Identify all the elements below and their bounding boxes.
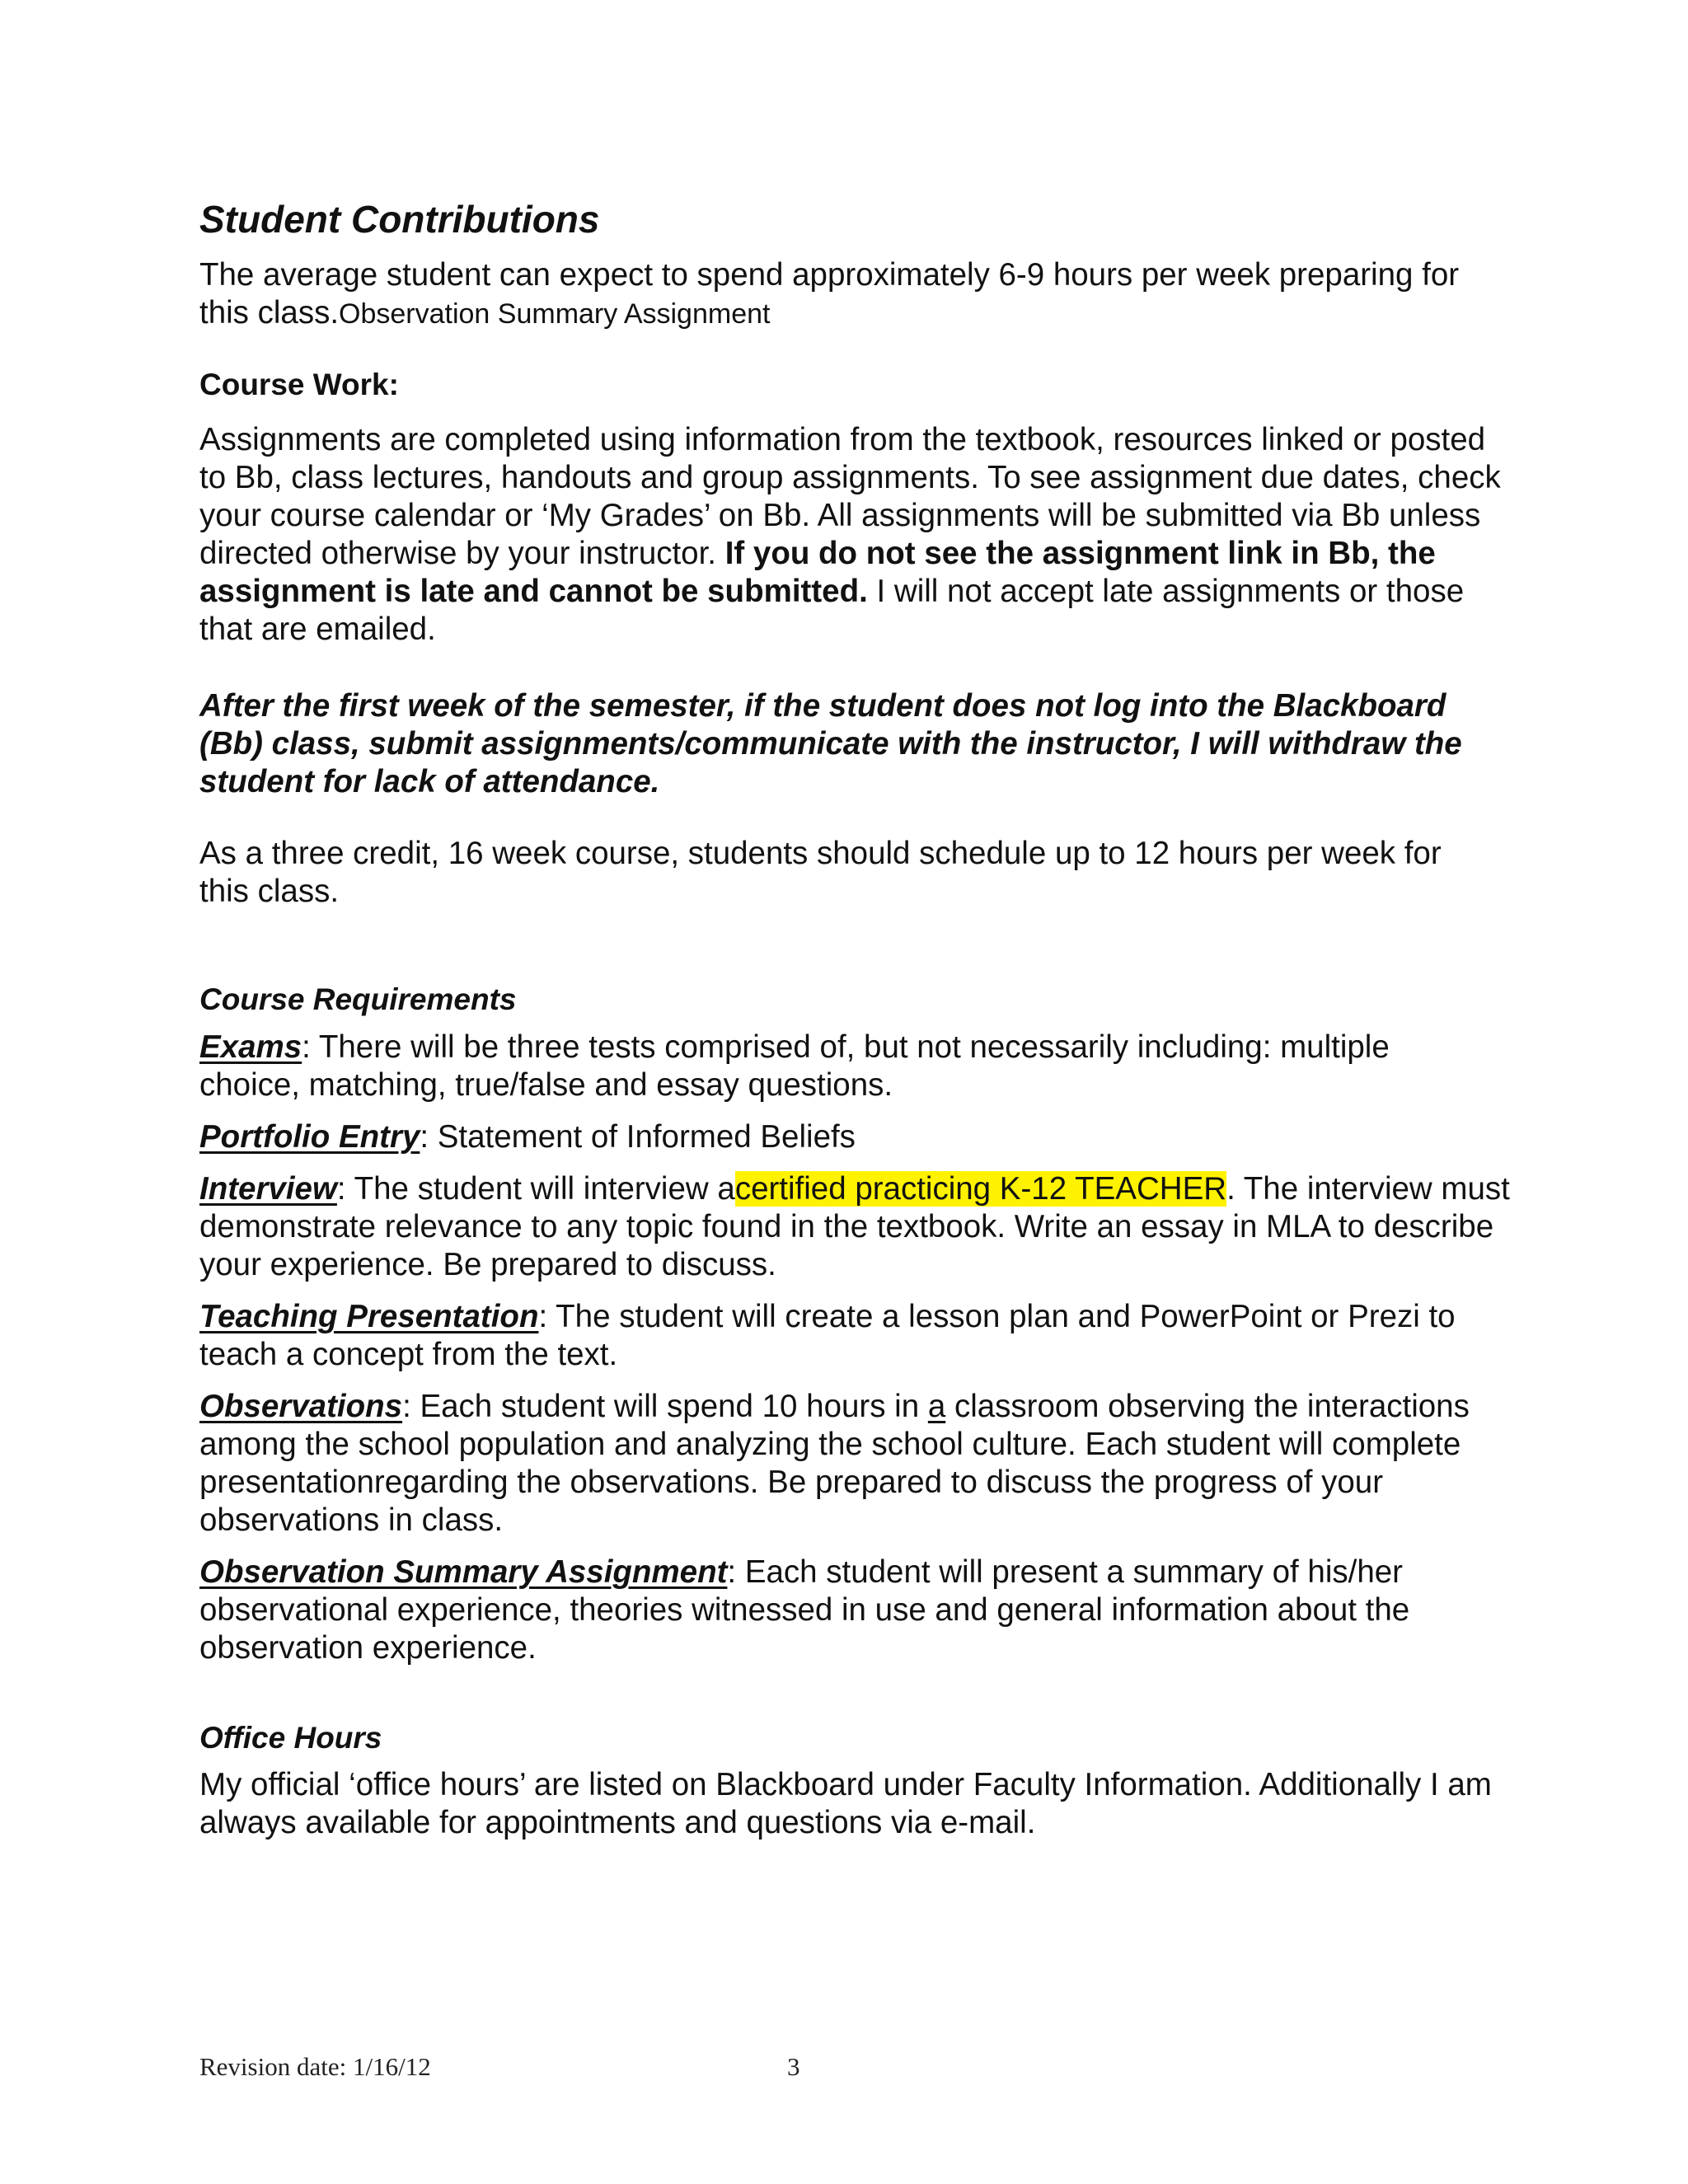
term-portfolio-entry: Portfolio Entry (199, 1119, 420, 1155)
course-work-tail: I will not accept late assignments or those that are emailed. (199, 574, 1465, 647)
portfolio-text: : Statement of Informed Beliefs (420, 1119, 856, 1155)
heading-course-work: Course Work: (199, 368, 399, 401)
observations-text-after: classroom observing the interactions among the school population and analyzing the school culture. Each student will complete presentationregarding the observations. Be prepared to discuss the progress of your observations in class. (199, 1389, 1470, 1538)
footer-revision-date: Revision date: 1/16/12 (199, 2052, 431, 2081)
course-work-text: Assignments are completed using information from the textbook, resources linked or posted to Bb, class lectures, handouts and group assignments. To see assignment due dates, check your course calendar or ‘My Grades’ on Bb. All assignments will be submitted via Bb unless directed otherwise by your instructor. (199, 422, 1501, 571)
requirement-interview (199, 1170, 1510, 1284)
term-interview: Interview (199, 1171, 337, 1207)
term-teaching-presentation: Teaching Presentation (199, 1299, 539, 1334)
requirement-portfolio (199, 1118, 1502, 1156)
observation-summary-text: : Each student will present a summary of his/her observational experience, theories witnessed in use and general information about the observation experience. (199, 1554, 1410, 1666)
requirement-observation-summary (199, 1554, 1485, 1667)
term-observations: Observations (199, 1389, 403, 1424)
interview-text-before: : The student will interview a (336, 1171, 735, 1207)
attendance-notice: After the first week of the semester, if the student does not log into the Blackboard (Bb) class, submit assignments/communicate with the instructor, I will withdraw the student for lack of attendance. (199, 688, 1462, 799)
interview-text-after: . The interview must demonstrate relevance to any topic found in the textbook. Write an essay in MLA to describe your experience. Be prepared to discuss. (199, 1171, 1510, 1282)
heading-office-hours: Office Hours (199, 1721, 382, 1755)
office-hours-paragraph: My official ‘office hours’ are listed on Blackboard under Faculty Information. Additionally I am always available for appointments and questions via e-mail. (199, 1767, 1492, 1840)
footer-page-number: 3 (787, 2052, 800, 2081)
requirement-observations (199, 1388, 1485, 1540)
teaching-presentation-text: : The student will create a lesson plan and PowerPoint or Prezi to teach a concept from the text. (199, 1299, 1456, 1372)
interview-highlight: certified practicing K-12 TEACHER (734, 1171, 1227, 1207)
exams-text: : There will be three tests comprised of, but not necessarily including: multiple choice, matching, true/false and essay questions. (199, 1029, 1390, 1103)
observations-underlined: a (927, 1389, 946, 1424)
course-work-warning: If you do not see the assignment link in Bb, the assignment is late and cannot be submitted. (199, 536, 1436, 609)
course-work-paragraph (199, 421, 1510, 649)
student-contributions-text: The average student can expect to spend approximately 6-9 hours per week preparing for this class. (199, 257, 1460, 330)
student-contributions-note: Observation Summary Assignment (339, 298, 771, 330)
term-observation-summary-assignment: Observation Summary Assignment (199, 1554, 728, 1590)
student-contributions-paragraph (199, 256, 1485, 333)
schedule-note: As a three credit, 16 week course, students should schedule up to 12 hours per week for this class. (199, 836, 1442, 909)
heading-course-requirements: Course Requirements (199, 982, 517, 1016)
term-exams: Exams (199, 1029, 302, 1065)
requirement-teaching-presentation (199, 1298, 1502, 1374)
heading-student-contributions: Student Contributions (199, 198, 600, 241)
requirement-exams (199, 1029, 1485, 1104)
observations-text-before: : Each student will spend 10 hours in (402, 1389, 928, 1424)
